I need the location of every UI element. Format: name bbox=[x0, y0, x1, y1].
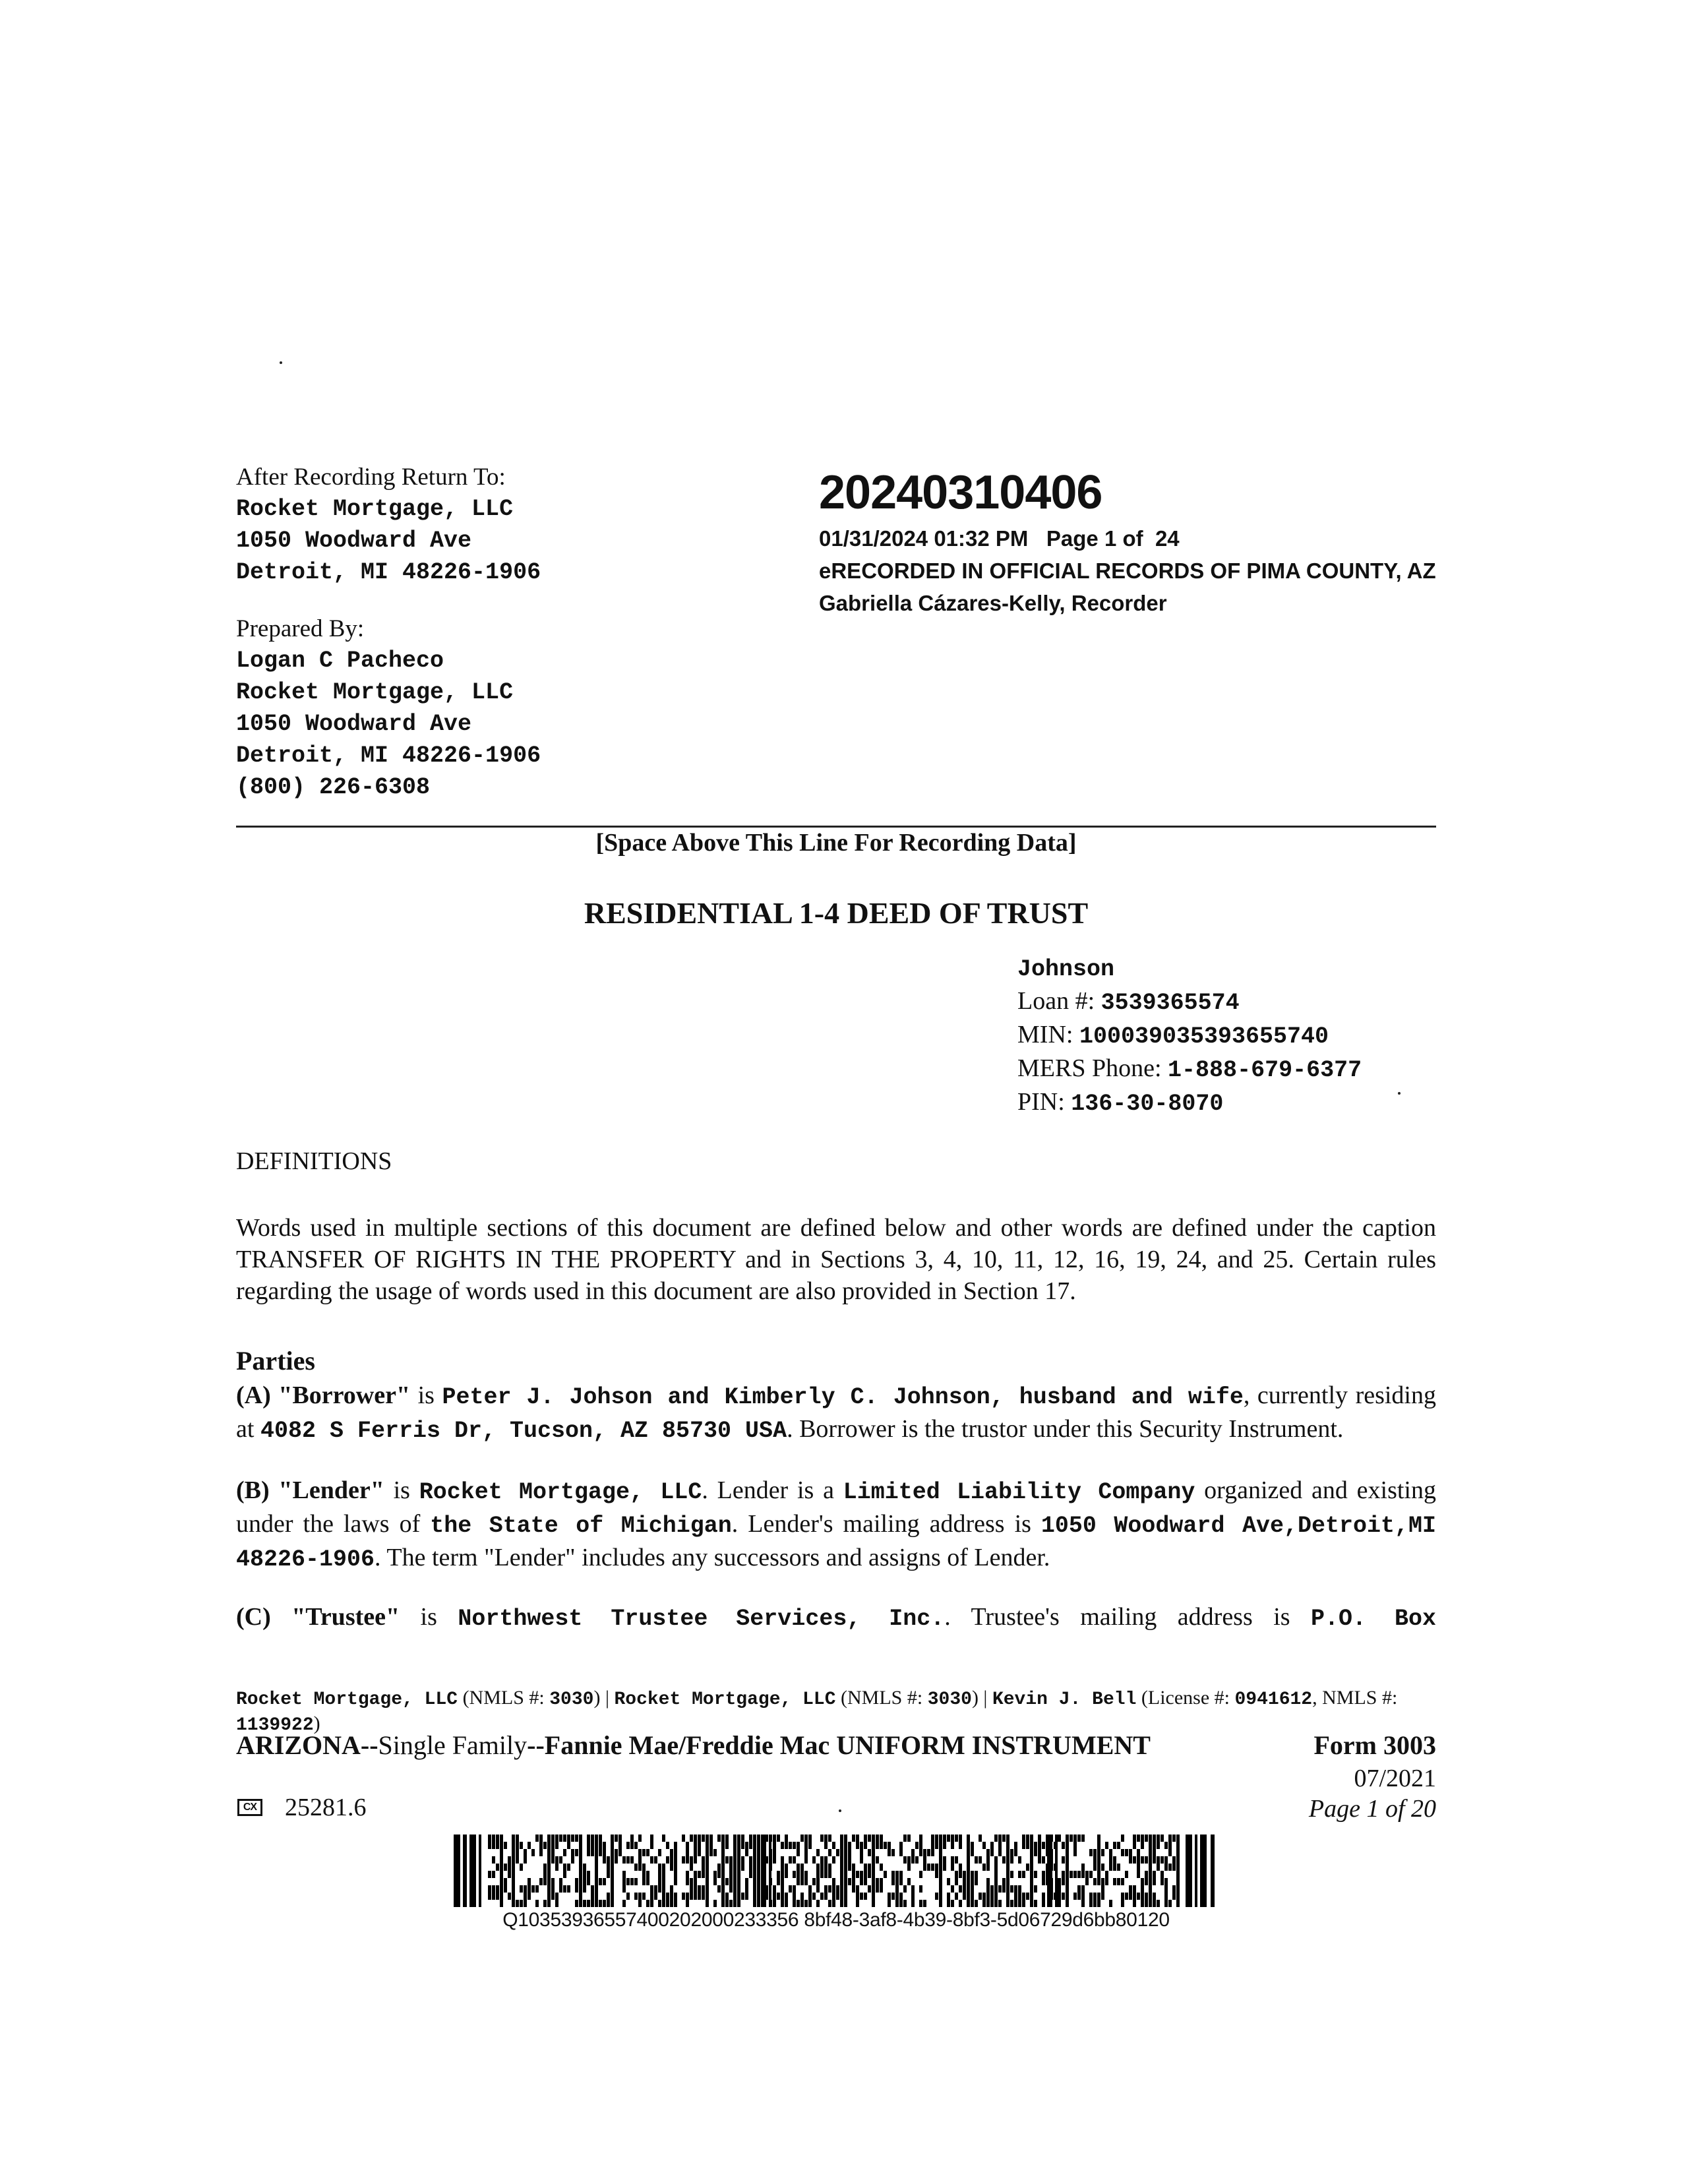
text: ) bbox=[313, 1713, 320, 1734]
lender-term: (B) "Lender" bbox=[236, 1476, 384, 1504]
text: (NMLS #: bbox=[835, 1687, 928, 1709]
loan-info bbox=[1017, 952, 1479, 1120]
return-to-line: 1050 Woodward Ave bbox=[236, 528, 472, 554]
barcode-icon bbox=[454, 1835, 1219, 1907]
text: is bbox=[400, 1603, 458, 1631]
recording-number: 20240310406 bbox=[819, 466, 1102, 519]
lender-name: Rocket Mortgage, LLC bbox=[419, 1479, 702, 1505]
text: . Lender is a bbox=[702, 1476, 843, 1504]
definitions-intro: Words used in multiple sections of this document are defined below and other words are defined under the caption TRANSFER OF RIGHTS IN THE PROPERTY and in Sections 3, 4, 10, 11, 12, 16, 19, 24, and 25. Certain rules regarding the usage of words used in this document are also provided in Section 17. bbox=[236, 1214, 1436, 1305]
text: ) | bbox=[971, 1687, 992, 1709]
return-to-line: Detroit, MI 48226-1906 bbox=[236, 559, 541, 586]
text: organized and existing under the laws of bbox=[236, 1476, 1436, 1538]
nmls-id: 1139922 bbox=[236, 1715, 314, 1736]
mers-phone: 1-888-679-6377 bbox=[1168, 1057, 1362, 1083]
text: (NMLS #: bbox=[458, 1687, 550, 1709]
text: (License #: bbox=[1136, 1687, 1235, 1709]
prepared-by-line: (800) 226-6308 bbox=[236, 774, 431, 801]
text: . Borrower is the trustor under this Security Instrument. bbox=[787, 1415, 1344, 1443]
address-block bbox=[236, 462, 605, 803]
lender-entity-type: Limited Liability Company bbox=[843, 1479, 1195, 1505]
prepared-by-line: Logan C Pacheco bbox=[236, 648, 444, 674]
loan-number: 3539365574 bbox=[1100, 990, 1240, 1016]
instrument-line bbox=[236, 1729, 1151, 1762]
loan-officer: Kevin J. Bell bbox=[992, 1689, 1137, 1710]
form-page-number: Page 1 of 20 bbox=[1308, 1795, 1436, 1823]
prepared-by-line: Detroit, MI 48226-1906 bbox=[236, 743, 541, 769]
borrower-names: Peter J. Johson and Kimberly C. Johnson, husband and wife bbox=[442, 1384, 1244, 1410]
party-lender bbox=[236, 1474, 1436, 1575]
party-borrower bbox=[236, 1380, 1436, 1447]
loan-number-label: Loan #: bbox=[1017, 987, 1101, 1015]
min-number: 100039035393655740 bbox=[1079, 1023, 1329, 1050]
text: . Lender's mailing address is bbox=[731, 1510, 1041, 1538]
space-above-note: [Space Above This Line For Recording Data] bbox=[595, 829, 1077, 857]
min-label: MIN: bbox=[1017, 1021, 1079, 1048]
text: . Trustee's mailing address is bbox=[944, 1603, 1311, 1631]
borrower-address: 4082 S Ferris Dr, Tucson, AZ 85730 USA bbox=[260, 1418, 787, 1444]
erecorded-notice: eRECORDED IN OFFICIAL RECORDS OF PIMA COUNTY, AZ bbox=[819, 559, 1436, 583]
prepared-by-label: Prepared By: bbox=[236, 615, 365, 642]
trustee-name: Northwest Trustee Services, Inc. bbox=[458, 1606, 945, 1632]
pin-label: PIN: bbox=[1017, 1088, 1071, 1116]
recording-datetime: 01/31/2024 01:32 PM Page 1 of 24 bbox=[819, 526, 1180, 551]
pin-number: 136-30-8070 bbox=[1071, 1091, 1224, 1117]
return-to-label: After Recording Return To: bbox=[236, 464, 506, 491]
text: ) | bbox=[593, 1687, 615, 1709]
return-to-line: Rocket Mortgage, LLC bbox=[236, 496, 514, 522]
text: is bbox=[384, 1476, 419, 1504]
cx-logo-icon: CX bbox=[237, 1799, 262, 1816]
trustee-address: P.O. Box bbox=[1311, 1606, 1436, 1632]
text: is bbox=[410, 1381, 442, 1409]
nmls-company: Rocket Mortgage, LLC bbox=[236, 1689, 458, 1710]
parties-heading: Parties bbox=[236, 1346, 315, 1376]
form-date: 07/2021 bbox=[1354, 1765, 1436, 1792]
definitions-heading: DEFINITIONS bbox=[236, 1147, 392, 1175]
uniform-instrument: --Fannie Mae/Freddie Mac UNIFORM INSTRUMENT bbox=[527, 1730, 1151, 1760]
nmls-company: Rocket Mortgage, LLC bbox=[614, 1689, 836, 1710]
nmls-id: 3030 bbox=[549, 1689, 594, 1710]
borrower-surname: Johnson bbox=[1017, 956, 1115, 983]
form-number: Form 3003 bbox=[1313, 1730, 1436, 1760]
stray-dot-footer bbox=[839, 1809, 841, 1812]
barcode-text: Q10353936557400202000233356 8bf48-3af8-4b39-8bf3-5d06729d6bb80120 bbox=[502, 1909, 1170, 1931]
borrower-term: (A) "Borrower" bbox=[236, 1381, 411, 1409]
prepared-by-line: Rocket Mortgage, LLC bbox=[236, 679, 514, 706]
lender-state: the State of Michigan bbox=[430, 1513, 732, 1539]
nmls-id: 3030 bbox=[927, 1689, 972, 1710]
text: , currently residing at bbox=[236, 1381, 1436, 1443]
stray-dot-top bbox=[280, 361, 282, 364]
license-number: 0941612 bbox=[1234, 1689, 1313, 1710]
recording-stamp bbox=[819, 463, 1584, 619]
trustee-term: (C) "Trustee" bbox=[236, 1603, 400, 1631]
state-name: ARIZONA-- bbox=[236, 1730, 378, 1760]
document-code: 25281.6 bbox=[285, 1794, 367, 1821]
prepared-by-line: 1050 Woodward Ave bbox=[236, 711, 472, 737]
party-trustee bbox=[236, 1601, 1436, 1635]
text: , NMLS #: bbox=[1312, 1687, 1398, 1709]
text: . The term "Lender" includes any successors and assigns of Lender. bbox=[375, 1544, 1050, 1571]
lender-address: 1050 Woodward Ave,Detroit,MI 48226-1906 bbox=[236, 1513, 1436, 1573]
text: Single Family bbox=[378, 1730, 528, 1760]
document-title: RESIDENTIAL 1-4 DEED OF TRUST bbox=[584, 896, 1089, 930]
recorder-name: Gabriella Cázares-Kelly, Recorder bbox=[819, 591, 1167, 615]
mers-phone-label: MERS Phone: bbox=[1017, 1054, 1168, 1082]
